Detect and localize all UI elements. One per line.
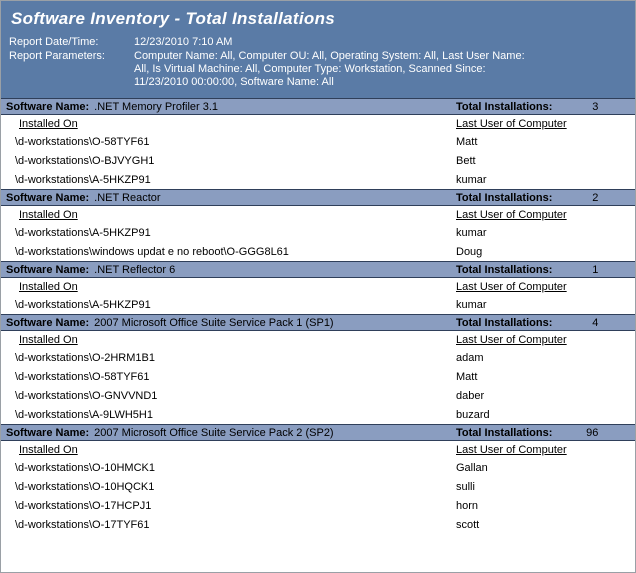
- last-user-cell: kumar: [456, 298, 487, 311]
- table-row: [1, 151, 635, 170]
- installed-on-header: Installed On: [19, 280, 78, 293]
- computer-path-cell: \d-workstations\A-5HKZP91: [15, 226, 151, 239]
- software-name-value: .NET Memory Profiler 3.1: [94, 100, 219, 113]
- installed-on-header: Installed On: [19, 443, 78, 456]
- page-title: Software Inventory - Total Installations: [11, 9, 336, 28]
- computer-path-cell: \d-workstations\O-58TYF61: [15, 135, 150, 148]
- software-name-label: Software Name:: [6, 191, 90, 204]
- total-installations-label: Total Installations:: [456, 263, 553, 276]
- total-installations-label: Total Installations:: [456, 426, 553, 439]
- report-datetime-label: Report Date/Time:: [9, 36, 99, 48]
- installed-on-header: Installed On: [19, 333, 78, 346]
- total-installations-value: 3: [592, 100, 599, 113]
- last-user-cell: Matt: [456, 135, 478, 148]
- last-user-cell: Bett: [456, 154, 476, 167]
- last-user-cell: kumar: [456, 226, 487, 239]
- computer-path-cell: \d-workstations\windows updat e no reboot\O-GGG8L61: [15, 245, 289, 258]
- table-row: [1, 496, 635, 515]
- software-name-value: 2007 Microsoft Office Suite Service Pack 1 (SP1): [94, 316, 334, 329]
- software-name-label: Software Name:: [6, 316, 90, 329]
- installations-column-headers: [1, 278, 635, 295]
- report-parameters-row: [9, 50, 627, 89]
- report-parameters-value: [134, 50, 627, 89]
- report-parameters-line-3: 11/23/2010 00:00:00, Software Name: All: [134, 76, 334, 88]
- table-row: [1, 477, 635, 496]
- last-user-header: Last User of Computer: [456, 443, 567, 456]
- installations-column-headers: [1, 441, 635, 458]
- software-name-value: .NET Reactor: [94, 191, 161, 204]
- last-user-cell: horn: [456, 499, 479, 512]
- report-header: [1, 1, 635, 98]
- software-group-header: [1, 261, 635, 278]
- computer-path-cell: \d-workstations\O-10HMCK1: [15, 461, 155, 474]
- computer-path-cell: \d-workstations\O-GNVVND1: [15, 389, 158, 402]
- software-group-header: [1, 424, 635, 441]
- table-row: [1, 170, 635, 189]
- computer-path-cell: \d-workstations\O-2HRM1B1: [15, 351, 155, 364]
- total-installations-value: 96: [586, 426, 599, 439]
- software-name-label: Software Name:: [6, 100, 90, 113]
- computer-path-cell: \d-workstations\A-5HKZP91: [15, 173, 151, 186]
- computer-path-cell: \d-workstations\O-17TYF61: [15, 518, 150, 531]
- last-user-cell: scott: [456, 518, 480, 531]
- report-parameters-line-1: Computer Name: All, Computer OU: All, Operating System: All, Last User Name:: [134, 50, 525, 62]
- table-row: [1, 223, 635, 242]
- last-user-cell: buzard: [456, 408, 490, 421]
- computer-path-cell: \d-workstations\O-BJVYGH1: [15, 154, 155, 167]
- total-installations-label: Total Installations:: [456, 100, 553, 113]
- table-row: [1, 458, 635, 477]
- report-body: [1, 98, 635, 534]
- total-installations-value: 1: [592, 263, 599, 276]
- table-row: [1, 295, 635, 314]
- installations-column-headers: [1, 115, 635, 132]
- total-installations-value: 4: [592, 316, 599, 329]
- last-user-cell: kumar: [456, 173, 487, 186]
- computer-path-cell: \d-workstations\O-58TYF61: [15, 370, 150, 383]
- software-group-header: [1, 314, 635, 331]
- last-user-cell: daber: [456, 389, 485, 402]
- last-user-cell: Gallan: [456, 461, 488, 474]
- computer-path-cell: \d-workstations\A-9LWH5H1: [15, 408, 153, 421]
- software-group-header: [1, 98, 635, 115]
- report-parameters-label: Report Parameters:: [9, 50, 105, 62]
- last-user-header: Last User of Computer: [456, 333, 567, 346]
- total-installations-label: Total Installations:: [456, 316, 553, 329]
- table-row: [1, 515, 635, 534]
- last-user-cell: adam: [456, 351, 484, 364]
- report-datetime-row: [9, 36, 627, 49]
- installed-on-header: Installed On: [19, 208, 78, 221]
- last-user-cell: sulli: [456, 480, 475, 493]
- installed-on-header: Installed On: [19, 117, 78, 130]
- software-group-header: [1, 189, 635, 206]
- installations-column-headers: [1, 206, 635, 223]
- table-row: [1, 386, 635, 405]
- report-datetime-value: 12/23/2010 7:10 AM: [134, 36, 233, 48]
- table-row: [1, 367, 635, 386]
- software-name-value: 2007 Microsoft Office Suite Service Pack 2 (SP2): [94, 426, 334, 439]
- total-installations-label: Total Installations:: [456, 191, 553, 204]
- software-name-label: Software Name:: [6, 263, 90, 276]
- last-user-header: Last User of Computer: [456, 280, 567, 293]
- table-row: [1, 348, 635, 367]
- total-installations-value: 2: [592, 191, 599, 204]
- last-user-header: Last User of Computer: [456, 208, 567, 221]
- computer-path-cell: \d-workstations\A-5HKZP91: [15, 298, 151, 311]
- computer-path-cell: \d-workstations\O-17HCPJ1: [15, 499, 152, 512]
- software-name-label: Software Name:: [6, 426, 90, 439]
- table-row: [1, 242, 635, 261]
- table-row: [1, 405, 635, 424]
- last-user-header: Last User of Computer: [456, 117, 567, 130]
- last-user-cell: Matt: [456, 370, 478, 383]
- software-name-value: .NET Reflector 6: [94, 263, 176, 276]
- installations-column-headers: [1, 331, 635, 348]
- last-user-cell: Doug: [456, 245, 483, 258]
- table-row: [1, 132, 635, 151]
- report-parameters-line-2: All, Is Virtual Machine: All, Computer Type: Workstation, Scanned Since:: [134, 63, 486, 75]
- computer-path-cell: \d-workstations\O-10HQCK1: [15, 480, 155, 493]
